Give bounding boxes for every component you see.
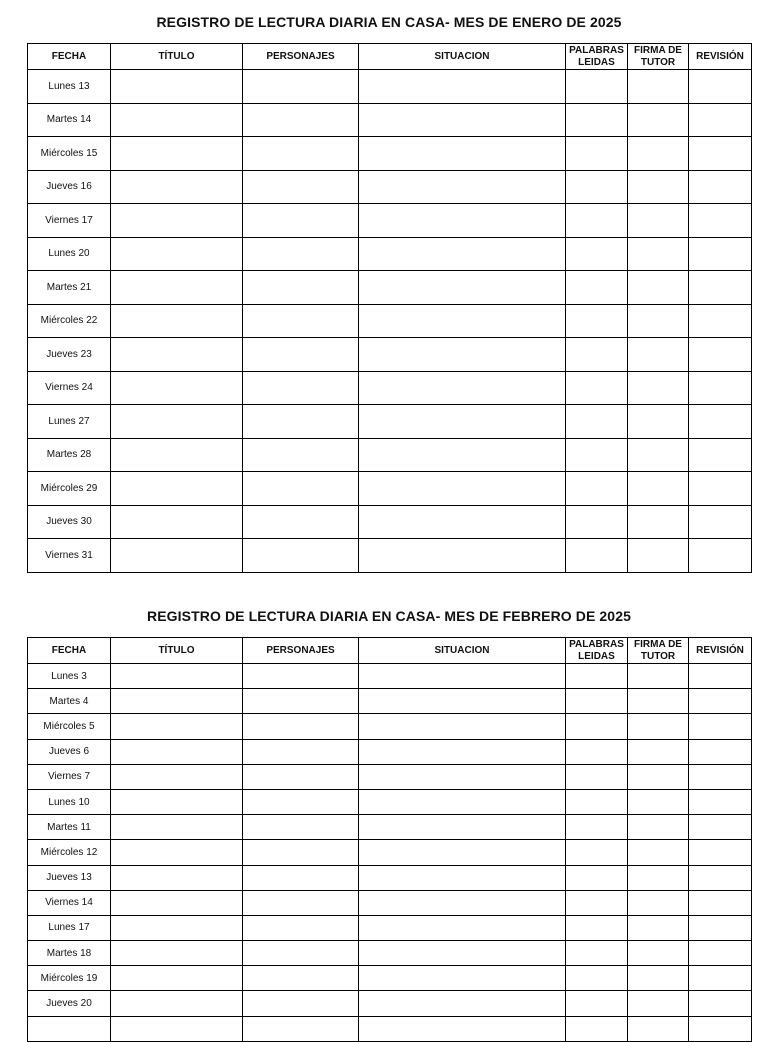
date-cell: Lunes 20 — [28, 237, 111, 271]
date-cell: Jueves 13 — [28, 865, 111, 890]
situacion-cell[interactable] — [359, 438, 566, 472]
personajes-cell[interactable] — [243, 237, 359, 271]
palabras-leidas-cell[interactable] — [566, 204, 628, 238]
header-palabras-line2: LEIDAS — [578, 650, 615, 662]
situacion-cell[interactable] — [359, 941, 566, 966]
situacion-cell[interactable] — [359, 865, 566, 890]
header-firma-line2: TUTOR — [640, 56, 676, 68]
header-personajes: PERSONAJES — [243, 44, 359, 70]
header-palabras-leidas — [566, 638, 628, 664]
situacion-cell[interactable] — [359, 405, 566, 439]
titulo-cell[interactable] — [111, 472, 243, 506]
date-cell: Miércoles 29 — [28, 472, 111, 506]
palabras-leidas-cell[interactable] — [566, 271, 628, 305]
personajes-cell[interactable] — [243, 764, 359, 789]
situacion-cell[interactable] — [359, 664, 566, 689]
titulo-cell[interactable] — [111, 539, 243, 573]
table-row — [28, 966, 752, 991]
situacion-cell[interactable] — [359, 966, 566, 991]
header-fecha: FECHA — [28, 638, 111, 664]
table-row — [28, 70, 752, 104]
situacion-cell[interactable] — [359, 70, 566, 104]
titulo-cell[interactable] — [111, 70, 243, 104]
table-row — [28, 103, 752, 137]
firma-tutor-cell[interactable] — [628, 714, 689, 739]
firma-tutor-cell[interactable] — [628, 438, 689, 472]
titulo-cell[interactable] — [111, 1016, 243, 1041]
personajes-cell[interactable] — [243, 739, 359, 764]
date-cell: Viernes 24 — [28, 371, 111, 405]
titulo-cell[interactable] — [111, 966, 243, 991]
personajes-cell[interactable] — [243, 966, 359, 991]
header-palabras-line1: PALABRAS — [569, 638, 624, 650]
palabras-leidas-cell[interactable] — [566, 539, 628, 573]
personajes-cell[interactable] — [243, 304, 359, 338]
table-row — [28, 137, 752, 171]
palabras-leidas-cell[interactable] — [566, 966, 628, 991]
firma-tutor-cell[interactable] — [628, 103, 689, 137]
personajes-cell[interactable] — [243, 915, 359, 940]
revision-cell[interactable] — [689, 170, 752, 204]
personajes-cell[interactable] — [243, 103, 359, 137]
titulo-cell[interactable] — [111, 405, 243, 439]
palabras-leidas-cell[interactable] — [566, 137, 628, 171]
palabras-leidas-cell[interactable] — [566, 405, 628, 439]
revision-cell[interactable] — [689, 237, 752, 271]
table-row — [28, 941, 752, 966]
table-body-enero — [28, 70, 752, 573]
firma-tutor-cell[interactable] — [628, 204, 689, 238]
revision-cell[interactable] — [689, 739, 752, 764]
personajes-cell[interactable] — [243, 789, 359, 814]
table-row — [28, 304, 752, 338]
revision-cell[interactable] — [689, 689, 752, 714]
section-enero — [27, 12, 751, 573]
header-titulo: TÍTULO — [111, 638, 243, 664]
revision-cell[interactable] — [689, 789, 752, 814]
personajes-cell[interactable] — [243, 170, 359, 204]
situacion-cell[interactable] — [359, 539, 566, 573]
header-revision: REVISIÓN — [689, 44, 752, 70]
situacion-cell[interactable] — [359, 338, 566, 372]
firma-tutor-cell[interactable] — [628, 664, 689, 689]
personajes-cell[interactable] — [243, 271, 359, 305]
date-cell: Martes 11 — [28, 815, 111, 840]
revision-cell[interactable] — [689, 539, 752, 573]
titulo-cell[interactable] — [111, 689, 243, 714]
situacion-cell[interactable] — [359, 789, 566, 814]
firma-tutor-cell[interactable] — [628, 137, 689, 171]
personajes-cell[interactable] — [243, 714, 359, 739]
date-cell: Lunes 13 — [28, 70, 111, 104]
personajes-cell[interactable] — [243, 890, 359, 915]
date-cell: Lunes 17 — [28, 915, 111, 940]
table-row — [28, 789, 752, 814]
revision-cell[interactable] — [689, 991, 752, 1016]
table-febrero — [27, 637, 752, 1042]
firma-tutor-cell[interactable] — [628, 237, 689, 271]
date-cell: Miércoles 15 — [28, 137, 111, 171]
header-palabras-leidas — [566, 44, 628, 70]
date-cell: Miércoles 19 — [28, 966, 111, 991]
titulo-cell[interactable] — [111, 941, 243, 966]
personajes-cell[interactable] — [243, 371, 359, 405]
date-cell: Jueves 23 — [28, 338, 111, 372]
table-row — [28, 689, 752, 714]
titulo-cell[interactable] — [111, 865, 243, 890]
situacion-cell[interactable] — [359, 890, 566, 915]
personajes-cell[interactable] — [243, 840, 359, 865]
revision-cell[interactable] — [689, 815, 752, 840]
header-personajes: PERSONAJES — [243, 638, 359, 664]
palabras-leidas-cell[interactable] — [566, 371, 628, 405]
palabras-leidas-cell[interactable] — [566, 865, 628, 890]
personajes-cell[interactable] — [243, 689, 359, 714]
titulo-cell[interactable] — [111, 764, 243, 789]
date-cell: Martes 28 — [28, 438, 111, 472]
revision-cell[interactable] — [689, 890, 752, 915]
palabras-leidas-cell[interactable] — [566, 237, 628, 271]
header-row — [28, 638, 752, 664]
firma-tutor-cell[interactable] — [628, 966, 689, 991]
situacion-cell[interactable] — [359, 689, 566, 714]
palabras-leidas-cell[interactable] — [566, 338, 628, 372]
situacion-cell[interactable] — [359, 1016, 566, 1041]
palabras-leidas-cell[interactable] — [566, 664, 628, 689]
header-palabras-line1: PALABRAS — [569, 44, 624, 56]
palabras-leidas-cell[interactable] — [566, 438, 628, 472]
date-cell: Martes 14 — [28, 103, 111, 137]
firma-tutor-cell[interactable] — [628, 405, 689, 439]
palabras-leidas-cell[interactable] — [566, 304, 628, 338]
situacion-cell[interactable] — [359, 739, 566, 764]
table-row — [28, 714, 752, 739]
table-row — [28, 539, 752, 573]
situacion-cell[interactable] — [359, 840, 566, 865]
situacion-cell[interactable] — [359, 371, 566, 405]
table-row — [28, 1016, 752, 1041]
palabras-leidas-cell[interactable] — [566, 714, 628, 739]
palabras-leidas-cell[interactable] — [566, 941, 628, 966]
revision-cell[interactable] — [689, 204, 752, 238]
firma-tutor-cell[interactable] — [628, 739, 689, 764]
titulo-cell[interactable] — [111, 739, 243, 764]
firma-tutor-cell[interactable] — [628, 689, 689, 714]
header-firma-line1: FIRMA DE — [634, 44, 682, 56]
table-row — [28, 739, 752, 764]
firma-tutor-cell[interactable] — [628, 890, 689, 915]
titulo-cell[interactable] — [111, 237, 243, 271]
palabras-leidas-cell[interactable] — [566, 505, 628, 539]
palabras-leidas-cell[interactable] — [566, 689, 628, 714]
table-body-febrero — [28, 664, 752, 1042]
titulo-cell[interactable] — [111, 664, 243, 689]
firma-tutor-cell[interactable] — [628, 991, 689, 1016]
date-cell: Martes 4 — [28, 689, 111, 714]
table-enero — [27, 43, 752, 573]
palabras-leidas-cell[interactable] — [566, 991, 628, 1016]
date-cell: Jueves 20 — [28, 991, 111, 1016]
date-cell: Jueves 16 — [28, 170, 111, 204]
revision-cell[interactable] — [689, 966, 752, 991]
revision-cell[interactable] — [689, 338, 752, 372]
header-palabras-line2: LEIDAS — [578, 56, 615, 68]
personajes-cell[interactable] — [243, 664, 359, 689]
titulo-cell[interactable] — [111, 170, 243, 204]
header-row — [28, 44, 752, 70]
revision-cell[interactable] — [689, 405, 752, 439]
revision-cell[interactable] — [689, 915, 752, 940]
situacion-cell[interactable] — [359, 137, 566, 171]
date-cell: Viernes 31 — [28, 539, 111, 573]
table-row — [28, 204, 752, 238]
palabras-leidas-cell[interactable] — [566, 170, 628, 204]
personajes-cell[interactable] — [243, 338, 359, 372]
revision-cell[interactable] — [689, 137, 752, 171]
personajes-cell[interactable] — [243, 137, 359, 171]
titulo-cell[interactable] — [111, 840, 243, 865]
date-cell: Miércoles 22 — [28, 304, 111, 338]
firma-tutor-cell[interactable] — [628, 915, 689, 940]
table-row — [28, 915, 752, 940]
palabras-leidas-cell[interactable] — [566, 890, 628, 915]
header-firma-tutor — [628, 638, 689, 664]
personajes-cell[interactable] — [243, 1016, 359, 1041]
personajes-cell[interactable] — [243, 941, 359, 966]
firma-tutor-cell[interactable] — [628, 764, 689, 789]
situacion-cell[interactable] — [359, 103, 566, 137]
palabras-leidas-cell[interactable] — [566, 764, 628, 789]
table-row — [28, 664, 752, 689]
situacion-cell[interactable] — [359, 505, 566, 539]
revision-cell[interactable] — [689, 941, 752, 966]
firma-tutor-cell[interactable] — [628, 371, 689, 405]
situacion-cell[interactable] — [359, 170, 566, 204]
situacion-cell[interactable] — [359, 204, 566, 238]
header-situacion: SITUACION — [359, 44, 566, 70]
titulo-cell[interactable] — [111, 890, 243, 915]
revision-cell[interactable] — [689, 865, 752, 890]
date-cell: Viernes 7 — [28, 764, 111, 789]
table-row — [28, 438, 752, 472]
titulo-cell[interactable] — [111, 505, 243, 539]
table-row — [28, 991, 752, 1016]
revision-cell[interactable] — [689, 371, 752, 405]
revision-cell[interactable] — [689, 764, 752, 789]
table-row — [28, 371, 752, 405]
revision-cell[interactable] — [689, 1016, 752, 1041]
date-cell: Viernes 17 — [28, 204, 111, 238]
firma-tutor-cell[interactable] — [628, 539, 689, 573]
date-cell: Jueves 30 — [28, 505, 111, 539]
table-row — [28, 338, 752, 372]
header-revision: REVISIÓN — [689, 638, 752, 664]
situacion-cell[interactable] — [359, 271, 566, 305]
situacion-cell[interactable] — [359, 764, 566, 789]
palabras-leidas-cell[interactable] — [566, 739, 628, 764]
date-cell: Miércoles 12 — [28, 840, 111, 865]
firma-tutor-cell[interactable] — [628, 472, 689, 506]
personajes-cell[interactable] — [243, 865, 359, 890]
header-fecha: FECHA — [28, 44, 111, 70]
table-row — [28, 840, 752, 865]
date-cell: Lunes 10 — [28, 789, 111, 814]
title-enero: REGISTRO DE LECTURA DIARIA EN CASA- MES DE ENERO DE 2025 — [156, 14, 622, 30]
personajes-cell[interactable] — [243, 472, 359, 506]
firma-tutor-cell[interactable] — [628, 338, 689, 372]
title-febrero: REGISTRO DE LECTURA DIARIA EN CASA- MES DE FEBRERO DE 2025 — [147, 608, 631, 624]
titulo-cell[interactable] — [111, 204, 243, 238]
header-firma-tutor — [628, 44, 689, 70]
date-cell: Martes 21 — [28, 271, 111, 305]
revision-cell[interactable] — [689, 271, 752, 305]
revision-cell[interactable] — [689, 103, 752, 137]
titulo-cell[interactable] — [111, 371, 243, 405]
situacion-cell[interactable] — [359, 472, 566, 506]
titulo-cell[interactable] — [111, 304, 243, 338]
palabras-leidas-cell[interactable] — [566, 840, 628, 865]
header-firma-line1: FIRMA DE — [634, 638, 682, 650]
table-row — [28, 170, 752, 204]
table-row — [28, 472, 752, 506]
titulo-cell[interactable] — [111, 815, 243, 840]
date-cell: Miércoles 5 — [28, 714, 111, 739]
situacion-cell[interactable] — [359, 915, 566, 940]
firma-tutor-cell[interactable] — [628, 840, 689, 865]
date-cell: Martes 18 — [28, 941, 111, 966]
firma-tutor-cell[interactable] — [628, 865, 689, 890]
table-row — [28, 815, 752, 840]
firma-tutor-cell[interactable] — [628, 271, 689, 305]
titulo-cell[interactable] — [111, 338, 243, 372]
personajes-cell[interactable] — [243, 815, 359, 840]
table-row — [28, 764, 752, 789]
titulo-cell[interactable] — [111, 438, 243, 472]
table-row — [28, 505, 752, 539]
table-row — [28, 405, 752, 439]
palabras-leidas-cell[interactable] — [566, 472, 628, 506]
situacion-cell[interactable] — [359, 991, 566, 1016]
titulo-cell[interactable] — [111, 137, 243, 171]
firma-tutor-cell[interactable] — [628, 941, 689, 966]
firma-tutor-cell[interactable] — [628, 505, 689, 539]
date-cell: Viernes 14 — [28, 890, 111, 915]
table-row — [28, 271, 752, 305]
revision-cell[interactable] — [689, 840, 752, 865]
firma-tutor-cell[interactable] — [628, 815, 689, 840]
firma-tutor-cell[interactable] — [628, 170, 689, 204]
personajes-cell[interactable] — [243, 405, 359, 439]
palabras-leidas-cell[interactable] — [566, 103, 628, 137]
revision-cell[interactable] — [689, 70, 752, 104]
titulo-cell[interactable] — [111, 789, 243, 814]
titulo-cell[interactable] — [111, 991, 243, 1016]
situacion-cell[interactable] — [359, 304, 566, 338]
firma-tutor-cell[interactable] — [628, 304, 689, 338]
palabras-leidas-cell[interactable] — [566, 915, 628, 940]
situacion-cell[interactable] — [359, 237, 566, 271]
section-febrero — [27, 606, 751, 1042]
revision-cell[interactable] — [689, 505, 752, 539]
header-titulo: TÍTULO — [111, 44, 243, 70]
personajes-cell[interactable] — [243, 539, 359, 573]
titulo-cell[interactable] — [111, 915, 243, 940]
date-cell: Jueves 6 — [28, 739, 111, 764]
revision-cell[interactable] — [689, 472, 752, 506]
palabras-leidas-cell[interactable] — [566, 70, 628, 104]
revision-cell[interactable] — [689, 304, 752, 338]
titulo-cell[interactable] — [111, 714, 243, 739]
palabras-leidas-cell[interactable] — [566, 1016, 628, 1041]
header-firma-line2: TUTOR — [640, 650, 676, 662]
revision-cell[interactable] — [689, 438, 752, 472]
header-situacion: SITUACION — [359, 638, 566, 664]
firma-tutor-cell[interactable] — [628, 789, 689, 814]
personajes-cell[interactable] — [243, 505, 359, 539]
situacion-cell[interactable] — [359, 815, 566, 840]
palabras-leidas-cell[interactable] — [566, 789, 628, 814]
titulo-cell[interactable] — [111, 271, 243, 305]
firma-tutor-cell[interactable] — [628, 70, 689, 104]
situacion-cell[interactable] — [359, 714, 566, 739]
titulo-cell[interactable] — [111, 103, 243, 137]
table-row — [28, 865, 752, 890]
date-cell: Lunes 27 — [28, 405, 111, 439]
palabras-leidas-cell[interactable] — [566, 815, 628, 840]
date-cell — [28, 1016, 111, 1041]
personajes-cell[interactable] — [243, 438, 359, 472]
personajes-cell[interactable] — [243, 70, 359, 104]
revision-cell[interactable] — [689, 664, 752, 689]
revision-cell[interactable] — [689, 714, 752, 739]
table-row — [28, 890, 752, 915]
table-row — [28, 237, 752, 271]
personajes-cell[interactable] — [243, 991, 359, 1016]
personajes-cell[interactable] — [243, 204, 359, 238]
firma-tutor-cell[interactable] — [628, 1016, 689, 1041]
date-cell: Lunes 3 — [28, 664, 111, 689]
